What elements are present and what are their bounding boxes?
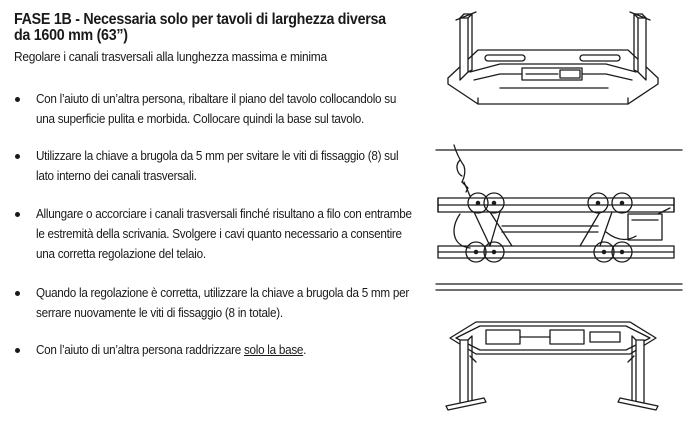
step-title-line-1: FASE 1B - Necessaria solo per tavoli di larghezza diversa xyxy=(14,11,386,28)
list-item-line: lato interno dei canali trasversali. xyxy=(36,168,197,183)
list-item-line: le estremità della scrivania. Svolgere i cavi quanto necessario a consentire xyxy=(36,226,402,241)
list-item-line: una superficie pulita e morbida. Collocare quindi la base sul tavolo. xyxy=(36,111,365,126)
list-item-line xyxy=(36,340,414,360)
step-title xyxy=(14,12,428,44)
step-subtitle: Regolare i canali trasversali alla lunghezza massima e minima xyxy=(14,49,327,64)
list-item-line: Utilizzare la chiave a brugola da 5 mm per svitare le viti di fissaggio (8) sul xyxy=(36,148,399,163)
list-item-text: . xyxy=(303,342,307,357)
step-title-line-2: da 1600 mm (63”) xyxy=(14,27,128,44)
desk-upside-down-illustration xyxy=(448,12,658,104)
underlined-emphasis: solo la base xyxy=(243,342,304,357)
crossbar-set-screws-illustration xyxy=(436,145,682,290)
upright-base-illustration xyxy=(446,322,658,410)
list-item-line: Allungare o accorciare i canali trasversali finché risultano a filo con entrambe xyxy=(36,206,412,221)
list-item-line: serrare nuovamente le viti di fissaggio (8 in totale). xyxy=(36,305,283,320)
list-item-line: Quando la regolazione è corretta, utilizzare la chiave a brugola da 5 mm per xyxy=(36,285,409,300)
illustrations-column xyxy=(430,0,689,423)
list-item-line: una corretta regolazione del telaio. xyxy=(36,246,206,261)
instructions-column xyxy=(14,12,426,65)
list-item-line: Con l’aiuto di un’altra persona, ribaltare il piano del tavolo collocandolo su xyxy=(36,91,397,106)
list-item-text: Con l’aiuto di un’altra persona raddrizzare xyxy=(36,342,244,357)
